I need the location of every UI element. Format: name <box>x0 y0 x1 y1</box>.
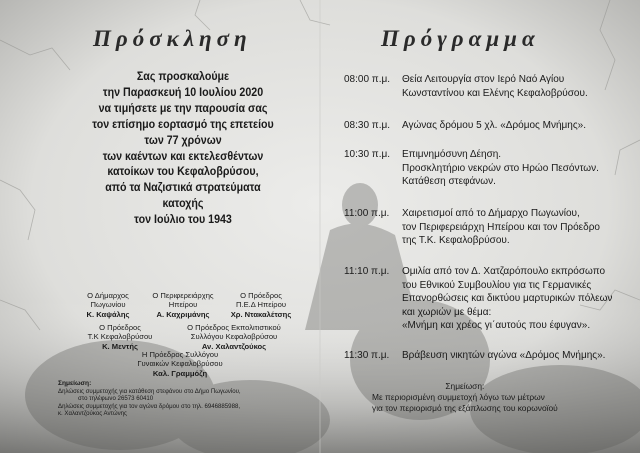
invitation-line: κατοίκων του Κεφαλοβρύσου, <box>107 164 259 179</box>
program-description <box>402 349 605 363</box>
program-line: Προσκλητήριο νεκρών στο Ηρώο Πεσόντων. <box>402 162 599 174</box>
signatory-role: Η Πρόεδρος Συλλόγου <box>141 350 219 359</box>
signatory-name: Χρ. Ντακαλέτσης <box>230 309 292 319</box>
signatory-ped-president <box>216 291 306 319</box>
invitation-line: των καέντων και εκτελεσθέντων <box>102 148 264 163</box>
program-time: 11:00 π.μ. <box>344 208 390 219</box>
program-time: 10:30 π.μ. <box>344 149 391 160</box>
program-time: 08:30 π.μ. <box>344 120 391 131</box>
signatory-community-president <box>75 323 165 351</box>
program-description <box>402 207 600 248</box>
invitation-line: των 77 χρόνων <box>144 132 222 147</box>
program-line: Θεία Λειτουργία στον Ιερό Ναό Αγίου <box>402 74 565 85</box>
program-line: Βράβευση νικητών αγώνα «Δρόμος Μνήμης». <box>402 350 606 361</box>
signatory-role: Πωγωνίου <box>90 300 126 310</box>
program-line: και χωριών με θέμα: <box>402 306 492 318</box>
signatory-name: Αν. Χαλαντζούκος <box>201 341 267 351</box>
invitation-text <box>76 69 291 228</box>
invitation-line: από τα Ναζιστικά στρατεύματα <box>105 180 261 195</box>
note-heading: Σημείωση: <box>58 380 92 387</box>
note-line: κ. Χαλαντζούκος Αντώνης <box>58 410 127 417</box>
program-line: του Εθνικού Συμβουλίου για τις Γερμανικές <box>402 279 592 291</box>
program-time: 11:10 π.μ. <box>344 266 390 277</box>
signatory-role: Ο Δήμαρχος <box>87 291 129 300</box>
note-line: για τον περιορισμό της εξάπλωσης του κορωνοϊού <box>372 402 558 413</box>
signatory-role: Ηπείρου <box>168 300 198 310</box>
note-line: Με περιορισμένη συμμετοχή λόγω των μέτρων <box>372 391 545 402</box>
note-line: στο τηλέφωνο 26573 60410 <box>78 395 154 402</box>
note-heading: Σημείωση: <box>445 381 485 391</box>
signatory-name: Κ. Μεντής <box>102 341 138 351</box>
invitation-line: τον Ιούλιο του 1943 <box>134 212 232 227</box>
signatory-role: Ο Πρόεδρος <box>240 291 282 300</box>
program-title: Πρόγραμμα <box>381 26 540 51</box>
right-note <box>372 381 558 413</box>
program-line: Επανορθώσεις και δικτύου μαρτυρικών πόλεων <box>402 293 613 305</box>
signatory-name: Κ. Καψάλης <box>86 309 130 319</box>
program-line: Αγώνας δρόμου 5 χλ. «Δρόμος Μνήμης». <box>402 120 586 131</box>
program-line: Κατάθεση στεφάνων. <box>402 176 496 188</box>
program-description <box>402 148 599 189</box>
invitation-line: Σας προσκαλούμε <box>136 69 230 83</box>
note-line: Δηλώσεις συμμετοχής για κατάθεση στεφάνου στο Δήμο Πωγωνίου, <box>58 387 241 395</box>
signatory-womens-club <box>125 350 235 378</box>
signatory-regional-governor <box>138 291 228 319</box>
signatory-name: Α. Καχριμάνης <box>156 309 210 319</box>
invitation-line: κατοχής <box>162 196 204 211</box>
program-description <box>402 119 586 133</box>
signatory-role: Π.Ε.Δ Ηπείρου <box>235 300 287 310</box>
program-line: της Τ.Κ. Κεφαλοβρύσου. <box>402 235 510 247</box>
program-description <box>402 265 612 333</box>
invitation-line: τον επίσημο εορτασμό της επετείου <box>92 116 274 131</box>
invitation-title: Πρόσκληση <box>93 26 252 51</box>
program-description <box>402 73 588 100</box>
invitation-line: την Παρασκευή 10 Ιουλίου 2020 <box>102 84 264 99</box>
program-line: Χαιρετισμοί από το Δήμαρχο Πωγωνίου, <box>402 208 580 219</box>
program-line: «Μνήμη και χρέος γι΄αυτούς που έφυγαν». <box>402 320 591 332</box>
program-time: 08:00 π.μ. <box>344 74 391 85</box>
signatory-role: Ο Περιφερειάρχης <box>152 291 214 300</box>
signatory-role: Συλλόγου Κεφαλοβρύσου <box>190 332 278 342</box>
signatory-role: Ο Πρόεδρος Εκπολιτιστικού <box>187 323 281 332</box>
note-line: Δηλώσεις συμμετοχής για τον αγώνα δρόμου στο τηλ. 6946885988, <box>58 402 241 410</box>
program-time: 11:30 π.μ. <box>344 350 390 361</box>
program-line: Ομιλία από τον Δ. Χατζαρόπουλο εκπρόσωπο <box>402 266 606 277</box>
invitation-line: να τιμήσετε με την παρουσία σας <box>98 100 268 115</box>
signatory-name: Καλ. Γραμμόζη <box>152 368 208 378</box>
left-note <box>58 380 241 418</box>
program-line: τον Περιφερειάρχη Ηπείρου και τον Πρόεδρο <box>402 221 600 233</box>
signatory-role: Τ.Κ Κεφαλοβρύσου <box>87 332 153 342</box>
program-line: Κωνσταντίνου και Ελένης Κεφαλοβρύσου. <box>402 87 588 99</box>
program-line: Επιμνημόσυνη Δέηση. <box>402 149 502 160</box>
signatory-cultural-club <box>176 323 292 351</box>
signatory-role: Ο Πρόεδρος <box>99 323 141 332</box>
signatory-role: Γυναικών Κεφαλοβρύσου <box>137 359 223 369</box>
